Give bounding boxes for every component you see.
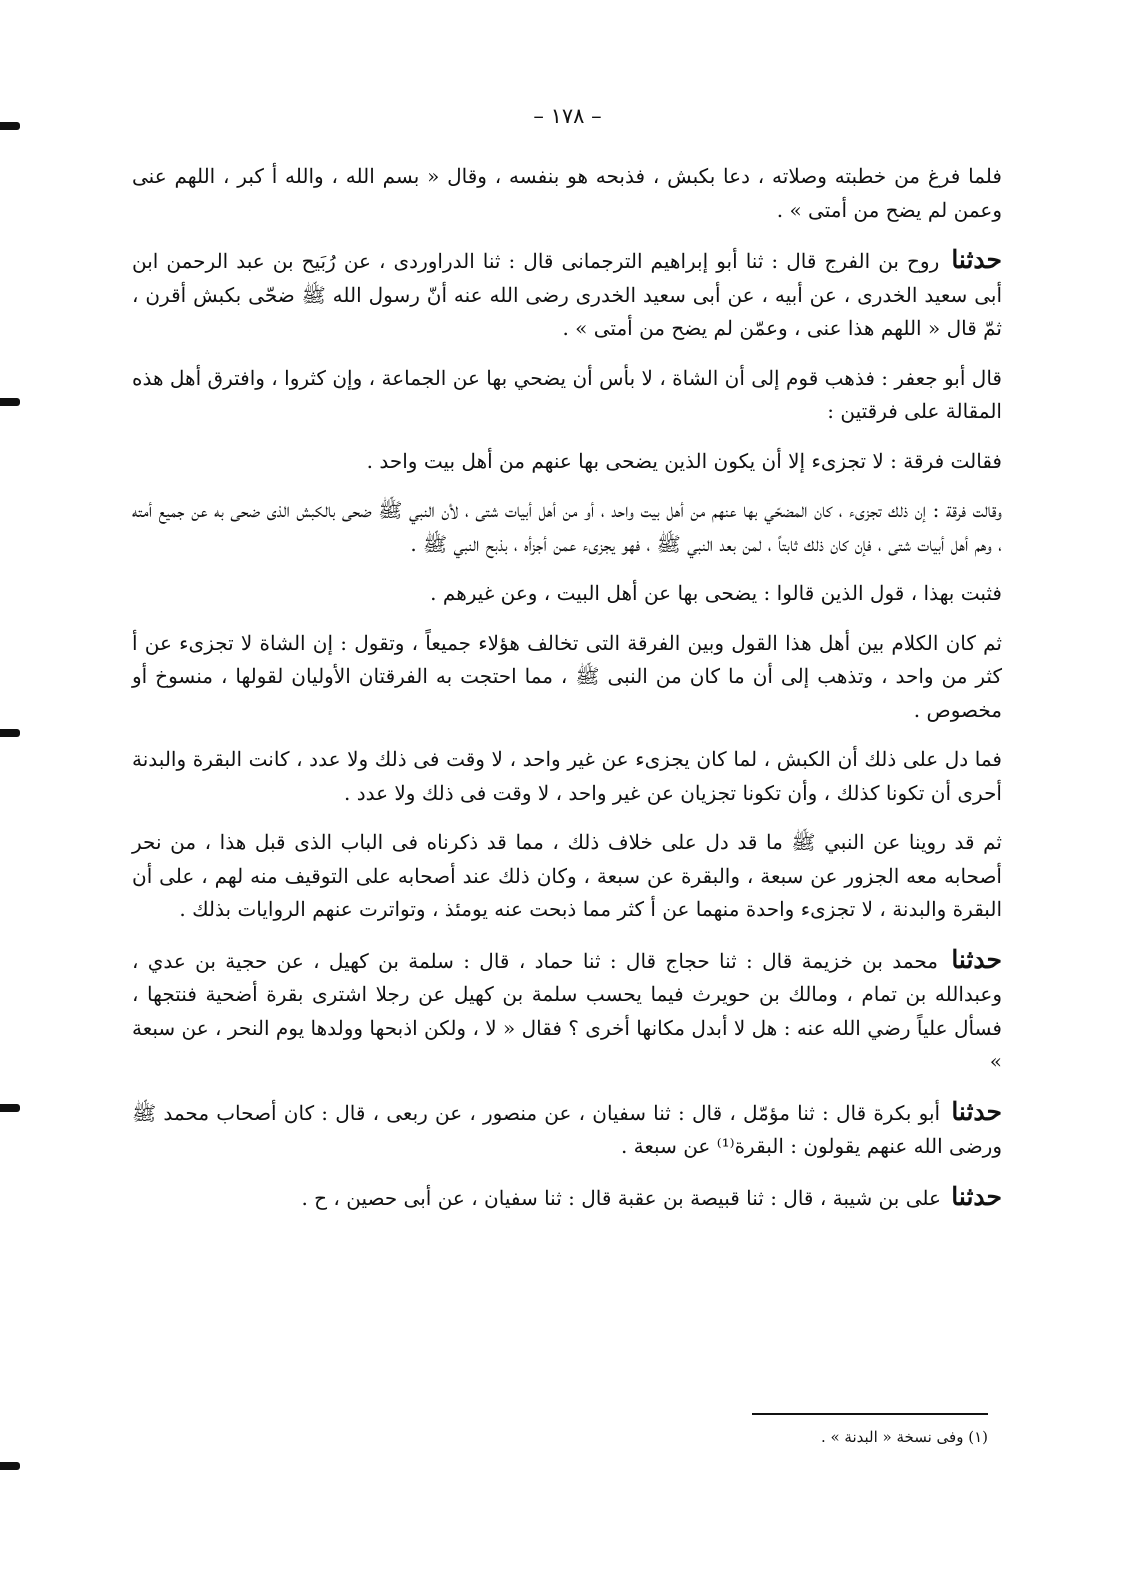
paragraph-text: محمد بن خزيمة قال : ثنا حجاج قال : ثنا حماد ، قال : سلمة بن كهيل ، عن حجية بن عدي ، وعبدالله بن تمام ، ومالك بن حويرث فيما يحسب سلمة بن كهيل عن رجلا اشترى بقرة أضحية فنتجها ، فسأل علياً رضي الله عنه : هل لا أبدل مكانها أخرى ؟ فقال « لا ، ولكن اذبحها وولدها يوم النحر ، عن سبعة »	[132, 948, 1002, 1073]
paragraph-text: فقالت فرقة : لا تجزىء إلا أن يكون الذين يضحى بها عنهم من أهل بيت واحد .	[366, 448, 1002, 473]
paragraph	[132, 1180, 1002, 1216]
paragraph	[132, 577, 1002, 611]
paragraph	[132, 627, 1002, 728]
paragraph	[132, 494, 1002, 561]
footnote-divider	[752, 1413, 988, 1415]
paragraph	[132, 160, 1002, 227]
paragraph-text: قال أبو جعفر : فذهب قوم إلى أن الشاة ، لا بأس أن يضحي بها عن الجماعة ، وإن كثروا ، وافترق أهل هذه المقالة على فرقتين :	[132, 365, 1002, 423]
paragraph-text: فثبت بهذا ، قول الذين قالوا : يضحى بها عن أهل البيت ، وعن غيرهم .	[430, 581, 1002, 605]
paragraph-text: على بن شيبة ، قال : ثنا قبيصة بن عقبة قال : ثنا سفيان ، عن أبى حصين ، ح .	[301, 1185, 941, 1210]
scan-margin-mark	[0, 1462, 20, 1470]
paragraph	[132, 445, 1002, 479]
page-number: – ١٧٨ –	[533, 104, 602, 128]
hadathana-lead: حدثنا	[951, 1181, 1002, 1211]
scan-margin-mark	[0, 1104, 20, 1112]
scan-margin-mark	[0, 398, 20, 406]
paragraph	[132, 1095, 1002, 1164]
footnote: (١) وفى نسخة « البدنة » .	[820, 1428, 988, 1446]
paragraph-text: ثم كان الكلام بين أهل هذا القول وبين الفرقة التى تخالف هؤلاء جميعاً ، وتقول : إن الشاة لا تجزىء عن أ كثر من واحد ، وتذهب إلى أن ما كان من النبى ﷺ ، مما احتجت به الفرقتان الأوليان لقولها ، منسوخ أو مخصوص .	[132, 630, 1002, 722]
paragraph-text: روح بن الفرج قال : ثنا أبو إبراهيم الترجمانى قال : ثنا الدراوردى ، عن رُبَيح بن عبد الرحمن ابن أبى سعيد الخدرى ، عن أبيه ، عن أبى سعيد الخدرى رضى الله عنه أنّ رسول الله ﷺ ضحّى بكبش أقرن ، ثمّ قال « اللهم هذا عنى ، وعمّن لم يضح من أمتى » .	[132, 249, 1002, 340]
paragraph-text: ثم قد روينا عن النبي ﷺ ما قد دل على خلاف ذلك ، مما قد ذكرناه فى الباب الذى قبل هذا ، من نحر أصحابه معه الجزور عن سبعة ، والبقرة عن سبعة ، وكان ذلك عند أصحابه على التوقيف منه لهم ، على أن البقرة والبدنة ، لا تجزىء واحدة منهما عن أ كثر مما ذبحت عنه يومئذ ، وتواترت عنهم الروايات بذلك .	[132, 830, 1002, 921]
paragraph-text: فما دل على ذلك أن الكبش ، لما كان يجزىء عن غير واحد ، لا وقت فى ذلك ولا عدد ، كانت البقرة والبدنة أحرى أن تكونا كذلك ، وأن تكونا تجزيان عن غير واحد ، لا وقت فى ذلك ولا عدد .	[132, 747, 1002, 805]
paragraph	[132, 826, 1002, 927]
paragraph	[132, 243, 1002, 346]
scan-margin-mark	[0, 729, 20, 737]
hadathana-lead: حدثنا	[951, 245, 1003, 274]
paragraph	[132, 943, 1002, 1079]
paragraph-text: أبو بكرة قال : ثنا مؤمّل ، قال : ثنا سفيان ، عن منصور ، عن ربعى ، قال : كان أصحاب محمد ﷺ ورضى الله عنهم يقولون : البقرة⁽¹⁾ عن سبعة .	[132, 1100, 1002, 1158]
paragraph	[132, 743, 1002, 810]
body-text	[132, 160, 1002, 1231]
paragraph-text: وقالت فرقة : إن ذلك تجزىء ، كان المضحّي بها عنهم من أهل بيت واحد ، أو من أهل أبيات شتى ، لأن النبي ﷺ ضحى بالكبش الذى ضحى به عن جميع أمته ، وهم أهل أبيات شتى ، فإن كان ذلك ثابتاً ، لمن بعد النبي ﷺ ، فهو يجزىء عمن أجزأه ، بذبح النبي ﷺ .	[132, 498, 1002, 556]
hadathana-lead: حدثنا	[951, 1096, 1003, 1126]
hadathana-lead: حدثنا	[951, 944, 1003, 974]
paragraph	[132, 362, 1002, 429]
paragraph-text: فلما فرغ من خطبته وصلاته ، دعا بكبش ، فذبحه هو بنفسه ، وقال « بسم الله ، والله أ كبر ، اللهم عنى وعمن لم يضح من أمتى » .	[132, 164, 1002, 222]
